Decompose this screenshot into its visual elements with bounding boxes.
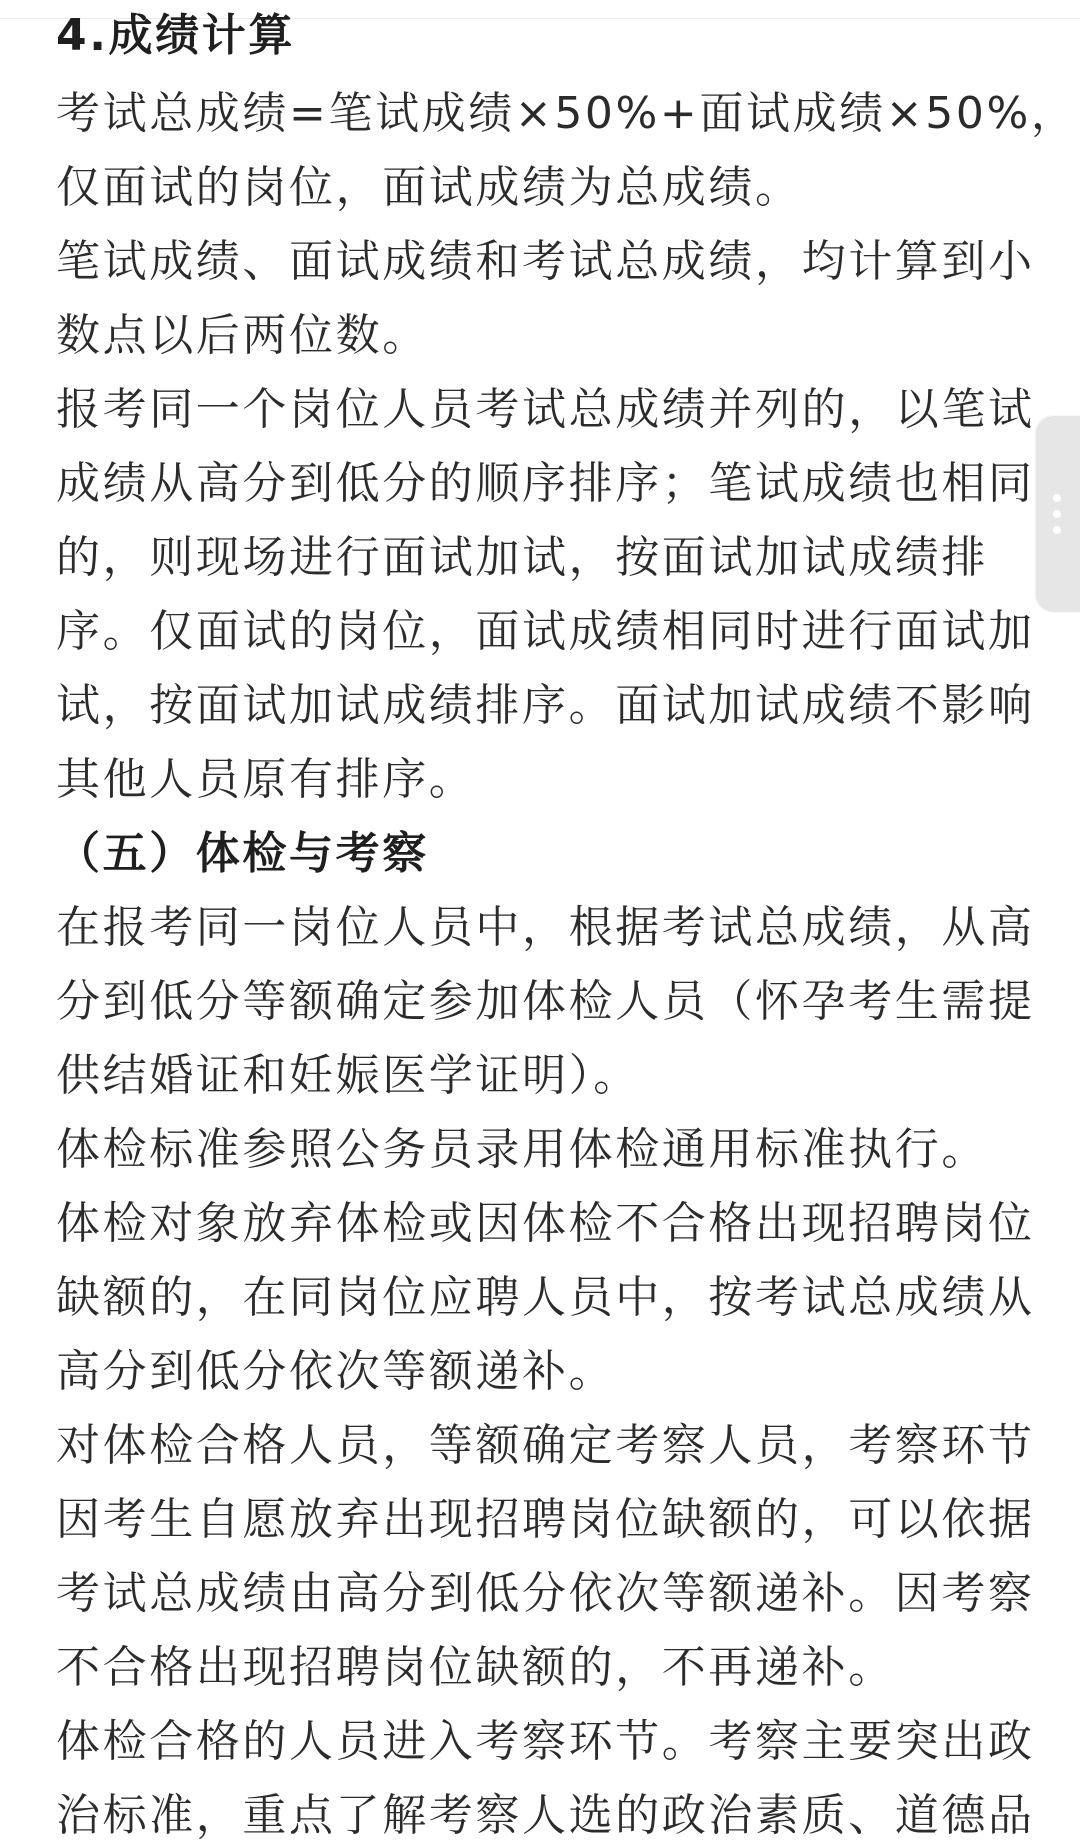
article-line: 体检标准参照公务员录用体检通用标准执行。 [56,1124,988,1175]
article-line: 高分到低分依次等额递补。 [56,1346,616,1397]
article-line: 体检对象放弃体检或因体检不合格出现招聘岗位 [56,1198,1035,1249]
article-line: 因考生自愿放弃出现招聘岗位缺额的，可以依据 [56,1494,1035,1545]
article-line: 对体检合格人员，等额确定考察人员，考察环节 [56,1420,1035,1471]
article-line: 考试总成绩由高分到低分依次等额递补。因考察 [56,1568,1035,1619]
article-line: 的，则现场进行面试加试，按面试加试成绩排 [56,532,988,583]
article-line: 分到低分等额确定参加体检人员（怀孕考生需提 [56,976,1035,1027]
article-line: 不合格出现招聘岗位缺额的，不再递补。 [56,1642,895,1693]
article-line: 供结婚证和妊娠医学证明）。 [56,1050,640,1101]
article-line: 序。仅面试的岗位，面试成绩相同时进行面试加 [56,606,1035,657]
article-line: 在报考同一岗位人员中，根据考试总成绩，从高 [56,902,1035,953]
article-line: 笔试成绩、面试成绩和考试总成绩，均计算到小 [56,236,1035,287]
more-vertical-icon [1053,510,1061,518]
article-line: 缺额的，在同岗位应聘人员中，按考试总成绩从 [56,1272,1035,1323]
side-menu-handle[interactable] [1036,416,1080,612]
more-vertical-icon [1053,526,1061,534]
article-line: 报考同一个岗位人员考试总成绩并列的，以笔试 [56,384,1035,435]
article-line: 考试总成绩=笔试成绩×50%+面试成绩×50%， [56,88,1078,139]
article-line: 数点以后两位数。 [56,310,429,361]
more-vertical-icon [1053,494,1061,502]
article-line: 仅面试的岗位，面试成绩为总成绩。 [56,162,802,213]
article-line: 体检合格的人员进入考察环节。考察主要突出政 [56,1716,1035,1767]
article-line: 治标准，重点了解考察人选的政治素质、道德品 [56,1790,1035,1841]
section-heading-score-calculation: 4.成绩计算 [56,10,295,61]
article-line: 其他人员原有排序。 [56,754,476,805]
section-heading-medical-exam: （五）体检与考察 [56,828,429,879]
article-line: 试，按面试加试成绩排序。面试加试成绩不影响 [56,680,1035,731]
article-line: 成绩从高分到低分的顺序排序；笔试成绩也相同 [56,458,1035,509]
